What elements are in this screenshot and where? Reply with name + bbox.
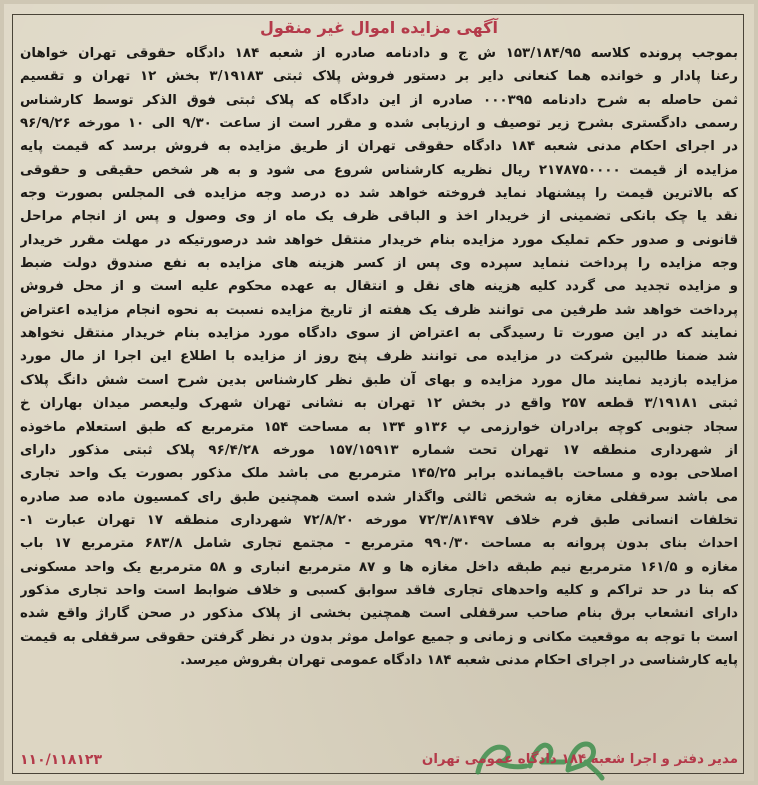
notice-line: می باشد سرقفلی مغازه به شخص ثالثی واگذار شده است همچنین طبق رای کمسیون ماده صد صادره: [20, 489, 738, 505]
notice-line: مغازه و ۱۶۱/۵ مترمربع نیم طبقه داخل مغازه ها و ۸۷ مترمربع انباری و ۵۸ مترمربع یک واحد مسکونی: [20, 559, 738, 575]
notice-line: ثمن حاصله به شرح دادنامه ۰۰۰۳۹۵ صادره از این دادگاه که پلاک ثبتی فوق الذکر توسط کارشناس: [20, 92, 738, 108]
notice-line: مزایده بازدید نمایند مال مورد مزایده و بهای آن طبق نظر کارشناس بدین شرح است شش دانگ پلاک: [20, 372, 738, 388]
notice-line: نقد یا چک بانکی تضمینی از خریدار اخذ و الباقی ظرف یک ماه از وی وصول و پس از انجام مراحل: [20, 209, 738, 225]
notice-line: پرداخت خواهد شد طرفین می توانند ظرف یک هفته از تاریخ مزایده نسبت به نحوه انجام مزایده اعتراض: [20, 302, 738, 318]
notice-line: از شهرداری منطقه ۱۷ تهران تحت شماره ۱۵۷/۱۵۹۱۳ مورخه ۹۶/۴/۲۸ پلاک ثبتی مذکور دارای: [20, 442, 738, 458]
notice-line: رعنا پادار و خوانده هما کنعانی دایر بر دستور فروش پلاک ثبتی ۳/۱۹۱۸۳ بخش ۱۲ تهران و تقسیم: [20, 69, 738, 85]
notice-line: سجاد جنوبی کوچه برادران خوارزمی پ ۱۳۶و ۱۳۴ به مساحت ۱۵۴ مترمربع که طبق استعلام ماخوذه: [20, 419, 738, 435]
signature-line: مدیر دفتر و اجرا شعبه ۱۸۴ دادگاه عمومی تهران: [421, 752, 738, 767]
notice-line: بموجب پرونده کلاسه ۱۵۳/۱۸۴/۹۵ ش ج و دادنامه صادره از شعبه ۱۸۴ دادگاه حقوقی تهران خواهان: [20, 46, 738, 61]
notice-code: ۱۱۰/۱۱۸۱۲۳: [20, 752, 103, 768]
notice-line: است با توجه به موقعیت مکانی و زمانی و جمیع عوامل موثر بدون در نظر گرفتن حقوقی سرقفلی به قیمت: [20, 629, 738, 645]
notice-line: ثبتی ۳/۱۹۱۸۱ قطعه ۲۵۷ واقع در بخش ۱۲ تهران به نشانی تهران شهرک ولیعصر میدان بهاران خ: [20, 396, 738, 412]
notice-line: مزایده از قیمت ۲۱۷۸۷۵۰۰۰۰ ریال نظریه کارشناس شروع می شود و به هر شخص حقیقی و حقوقی: [20, 162, 738, 178]
notice-title: آگهی مزایده اموال غیر منقول: [260, 18, 498, 37]
notice-line: تخلفات انسانی طبق فرم خلاف ۷۲/۳/۸۱۴۹۷ مورخه ۷۲/۸/۲۰ شهرداری منطقه ۱۷ تهران عبارت ۱-: [20, 512, 738, 528]
notice-line: احداث بنای بدون پروانه به مساحت ۹۹۰/۳۰ مترمربع - مجتمع تجاری شامل ۶۸۳/۸ مترمربع ۱۷ باب: [20, 536, 738, 552]
notice-line: قانونی و صدور حکم تملیک مورد مزایده بنام خریدار منتقل خواهد شد درصورتیکه در مهلت مقرر خریدار: [20, 232, 738, 248]
notice-body: [20, 42, 738, 672]
notice-line: رسمی دادگستری بشرح زیر توصیف و ارزیابی شده و مقرر است از ساعت ۹/۳۰ الی ۱۰ مورخه ۹۶/۹/۲۶: [20, 116, 738, 132]
notice-line: در اجرای احکام مدنی شعبه ۱۸۴ دادگاه حقوقی تهران از طریق مزایده به فروش برسد که قیمت پایه: [20, 139, 738, 155]
notice-line: نمایند که در این صورت تا رسیدگی به اعتراض از سوی دادگاه مورد مزایده بنام خریدار منتقل نخواهد: [20, 326, 738, 342]
notice-line: وجه مزایده را پرداخت ننماید سپرده وی پس از کسر هزینه های مزایده به نفع صندوق دولت ضبط: [20, 256, 738, 272]
notice-line: که بنا در حد تراکم و کلیه واحدهای تجاری فاقد سوابق کسبی و خلاف ضوابط است واحد تجاری مذکور: [20, 582, 738, 598]
notice-line: که بالاترین قیمت را پیشنهاد نماید فروخته خواهد شد ده درصد وجه مزایده فی المجلس بصورت وجه: [20, 186, 738, 202]
notice-line: اصلاحی بوده و مساحت باقیمانده برابر ۱۴۵/۲۵ مترمربع می باشد ملک مذکور بصورت یک واحد تجاری: [20, 466, 738, 482]
notice-line: و مزایده تجدید می گردد کلیه هزینه های نقل و انتقال به عهده محکوم علیه است و از محل فروش: [20, 279, 738, 295]
notice-line: پایه کارشناسی در اجرای احکام مدنی شعبه ۱۸۴ دادگاه عمومی تهران بفروش میرسد.: [180, 652, 738, 668]
notice-line: دارای انشعاب برق بنام صاحب سرقفلی است همچنین بخشی از پلاک مذکور در صحن گاراژ واقع شده: [20, 606, 738, 622]
notice-footer: [20, 752, 738, 776]
notice-line: شد ضمنا طالبین شرکت در مزایده می توانند ظرف پنج روز از مزایده با اطلاع این اجرا از مال مورد: [20, 349, 738, 365]
